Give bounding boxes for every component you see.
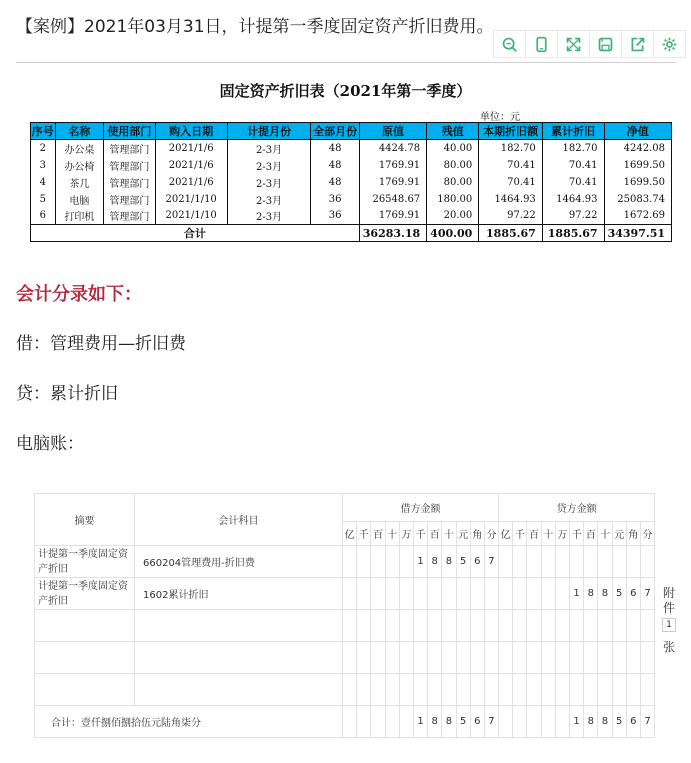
credit-digit: 5 xyxy=(612,578,626,610)
credit-digit: 1 xyxy=(570,578,584,610)
column-header: 全部月份 xyxy=(311,123,359,140)
table-cell: 70.41 xyxy=(479,174,543,191)
credit-digit xyxy=(499,578,513,610)
debit-digit: 7 xyxy=(484,546,498,578)
blank-digit xyxy=(385,674,399,706)
table-cell: 1769.91 xyxy=(359,174,426,191)
debit-digit: 1 xyxy=(413,546,427,578)
blank-digit xyxy=(555,642,569,674)
total-debit-digit xyxy=(399,706,413,738)
blank-digit xyxy=(499,674,513,706)
save-icon xyxy=(597,36,614,53)
total-credit-digit xyxy=(499,706,513,738)
digit-unit: 万 xyxy=(399,522,413,546)
digit-unit: 亿 xyxy=(343,522,357,546)
blank-digit xyxy=(513,610,527,642)
table-cell: 管理部门 xyxy=(104,174,155,191)
blank-digit xyxy=(598,610,612,642)
table-header-row xyxy=(31,123,672,140)
debit-digit xyxy=(470,578,484,610)
blank-digit xyxy=(371,674,385,706)
table-cell: 2021/1/6 xyxy=(155,174,227,191)
credit-entry-line: 贷：累计折旧 xyxy=(16,384,118,404)
table-cell: 茶几 xyxy=(55,174,104,191)
credit-digit xyxy=(570,546,584,578)
total-cell: 34397.51 xyxy=(604,225,671,242)
attachment-unit: 张 xyxy=(662,640,675,654)
blank-digit xyxy=(399,674,413,706)
entry-summary: 计提第一季度固定资产折旧 xyxy=(35,578,135,610)
blank-digit xyxy=(484,674,498,706)
digit-unit: 元 xyxy=(612,522,626,546)
total-debit-digit: 8 xyxy=(442,706,456,738)
blank-digit xyxy=(442,674,456,706)
blank-digit xyxy=(456,610,470,642)
table-cell: 1464.93 xyxy=(542,191,604,208)
table-cell: 70.41 xyxy=(479,157,543,174)
digit-unit: 角 xyxy=(626,522,640,546)
table-cell: 电脑 xyxy=(55,191,104,208)
entry-account xyxy=(135,674,343,706)
table-cell: 1699.50 xyxy=(604,157,671,174)
entry-summary xyxy=(35,610,135,642)
credit-digit xyxy=(555,546,569,578)
table-cell: 36 xyxy=(311,191,359,208)
blank-digit xyxy=(626,642,640,674)
attachment-count: 1 xyxy=(662,618,676,632)
column-header: 计提月份 xyxy=(227,123,311,140)
table-row xyxy=(31,140,672,157)
total-credit-digit: 1 xyxy=(570,706,584,738)
blank-digit xyxy=(343,642,357,674)
case-title: 【案例】2021年03月31日，计提第一季度固定资产折旧费用。 xyxy=(16,17,494,37)
table-cell: 40.00 xyxy=(427,140,479,157)
blank-digit xyxy=(343,674,357,706)
blank-digit xyxy=(541,674,555,706)
blank-digit xyxy=(371,610,385,642)
blank-digit xyxy=(626,674,640,706)
blank-digit xyxy=(570,674,584,706)
debit-digit: 5 xyxy=(456,546,470,578)
blank-digit xyxy=(640,642,654,674)
credit-digit: 6 xyxy=(626,578,640,610)
blank-digit xyxy=(640,610,654,642)
blank-digit xyxy=(399,642,413,674)
voucher-blank-row xyxy=(35,642,655,674)
debit-digit xyxy=(357,578,371,610)
total-credit-digit: 8 xyxy=(584,706,598,738)
blank-digit xyxy=(456,642,470,674)
debit-digit: 8 xyxy=(442,546,456,578)
ledger-label: 电脑账： xyxy=(16,434,84,454)
total-cell: 1885.67 xyxy=(479,225,543,242)
entry-summary xyxy=(35,642,135,674)
credit-digit xyxy=(527,578,541,610)
table-cell: 1769.91 xyxy=(359,208,426,225)
blank-digit xyxy=(584,674,598,706)
blank-digit xyxy=(598,674,612,706)
column-header: 残值 xyxy=(427,123,479,140)
blank-digit xyxy=(371,642,385,674)
search-button[interactable] xyxy=(493,30,526,58)
blank-digit xyxy=(570,610,584,642)
search-icon xyxy=(501,36,518,53)
debit-digit xyxy=(456,578,470,610)
digit-unit: 十 xyxy=(598,522,612,546)
credit-digit: 8 xyxy=(584,578,598,610)
expand-icon xyxy=(565,36,582,53)
table-cell: 办公桌 xyxy=(55,140,104,157)
total-credit-digit: 5 xyxy=(612,706,626,738)
table-cell: 2-3月 xyxy=(227,157,311,174)
blank-digit xyxy=(598,642,612,674)
total-credit-digit: 6 xyxy=(626,706,640,738)
blank-digit xyxy=(640,674,654,706)
settings-icon xyxy=(661,36,678,53)
total-credit-digit xyxy=(513,706,527,738)
table-cell: 25083.74 xyxy=(604,191,671,208)
voucher-entry-row xyxy=(35,546,655,578)
debit-digit xyxy=(343,546,357,578)
mobile-view-button[interactable] xyxy=(525,30,558,58)
table-cell: 48 xyxy=(311,140,359,157)
column-header: 使用部门 xyxy=(104,123,155,140)
blank-digit xyxy=(470,642,484,674)
table-cell: 182.70 xyxy=(479,140,543,157)
digit-unit: 万 xyxy=(555,522,569,546)
blank-digit xyxy=(442,642,456,674)
credit-digit xyxy=(612,546,626,578)
total-text: 合计：壹仟捌佰捌拾伍元陆角柒分 xyxy=(35,706,343,738)
blank-digit xyxy=(357,674,371,706)
voucher-table xyxy=(34,493,655,738)
table-cell: 4 xyxy=(31,174,56,191)
table-cell: 2 xyxy=(31,140,56,157)
debit-digit xyxy=(428,578,442,610)
total-label: 合计 xyxy=(31,225,360,242)
table-cell: 80.00 xyxy=(427,174,479,191)
total-cell: 36283.18 xyxy=(359,225,426,242)
total-credit-digit xyxy=(527,706,541,738)
digit-unit: 角 xyxy=(470,522,484,546)
blank-digit xyxy=(555,610,569,642)
blank-digit xyxy=(570,642,584,674)
debit-header: 借方金额 xyxy=(343,494,499,522)
credit-digit xyxy=(541,578,555,610)
total-debit-digit: 6 xyxy=(470,706,484,738)
digit-unit: 千 xyxy=(357,522,371,546)
divider xyxy=(16,62,676,63)
table-row xyxy=(31,208,672,225)
depreciation-table-title: 固定资产折旧表（2021年第一季度） xyxy=(219,82,472,100)
entry-account xyxy=(135,610,343,642)
table-cell: 2-3月 xyxy=(227,140,311,157)
total-credit-digit xyxy=(541,706,555,738)
voucher-entry-row xyxy=(35,578,655,610)
save-button[interactable] xyxy=(589,30,622,58)
blank-digit xyxy=(626,610,640,642)
digit-unit: 分 xyxy=(640,522,654,546)
total-debit-digit xyxy=(357,706,371,738)
blank-digit xyxy=(513,642,527,674)
table-cell: 1699.50 xyxy=(604,174,671,191)
table-cell: 182.70 xyxy=(542,140,604,157)
table-cell: 20.00 xyxy=(427,208,479,225)
column-header: 名称 xyxy=(55,123,104,140)
blank-digit xyxy=(612,610,626,642)
column-header: 净值 xyxy=(604,123,671,140)
table-cell: 打印机 xyxy=(55,208,104,225)
digit-unit: 亿 xyxy=(499,522,513,546)
debit-digit xyxy=(385,578,399,610)
credit-digit: 8 xyxy=(598,578,612,610)
debit-digit xyxy=(357,546,371,578)
debit-digit xyxy=(399,546,413,578)
debit-digit xyxy=(371,578,385,610)
column-header: 本期折旧额 xyxy=(479,123,543,140)
table-cell: 办公椅 xyxy=(55,157,104,174)
accounting-heading: 会计分录如下： xyxy=(16,284,142,305)
credit-digit xyxy=(584,546,598,578)
entry-summary: 计提第一季度固定资产折旧 xyxy=(35,546,135,578)
blank-digit xyxy=(357,610,371,642)
blank-digit xyxy=(385,610,399,642)
debit-digit xyxy=(399,578,413,610)
table-row xyxy=(31,157,672,174)
blank-digit xyxy=(413,642,427,674)
credit-digit xyxy=(541,546,555,578)
blank-digit xyxy=(399,610,413,642)
column-header: 原值 xyxy=(359,123,426,140)
debit-digit xyxy=(442,578,456,610)
digit-unit: 百 xyxy=(527,522,541,546)
total-debit-digit: 5 xyxy=(456,706,470,738)
share-icon xyxy=(629,36,646,53)
blank-digit xyxy=(385,642,399,674)
blank-digit xyxy=(413,610,427,642)
table-cell: 管理部门 xyxy=(104,140,155,157)
blank-digit xyxy=(357,642,371,674)
credit-digit xyxy=(513,578,527,610)
column-header: 序号 xyxy=(31,123,56,140)
table-cell: 80.00 xyxy=(427,157,479,174)
total-debit-digit: 7 xyxy=(484,706,498,738)
credit-digit xyxy=(555,578,569,610)
attachment-label-2: 件 xyxy=(662,601,675,615)
debit-digit xyxy=(371,546,385,578)
blank-digit xyxy=(499,642,513,674)
total-credit-digit: 8 xyxy=(598,706,612,738)
blank-digit xyxy=(584,610,598,642)
table-cell: 6 xyxy=(31,208,56,225)
debit-digit xyxy=(385,546,399,578)
total-credit-digit: 7 xyxy=(640,706,654,738)
credit-digit xyxy=(527,546,541,578)
table-cell: 1464.93 xyxy=(479,191,543,208)
blank-digit xyxy=(428,674,442,706)
mobile-icon xyxy=(533,36,550,53)
table-cell: 4242.08 xyxy=(604,140,671,157)
table-cell: 48 xyxy=(311,174,359,191)
table-cell: 管理部门 xyxy=(104,157,155,174)
total-row xyxy=(31,225,672,242)
total-debit-digit xyxy=(343,706,357,738)
floating-toolbar xyxy=(494,30,686,58)
blank-digit xyxy=(612,674,626,706)
blank-digit xyxy=(484,610,498,642)
table-cell: 2021/1/6 xyxy=(155,140,227,157)
entry-account xyxy=(135,642,343,674)
credit-digit xyxy=(499,546,513,578)
blank-digit xyxy=(541,642,555,674)
digit-unit: 十 xyxy=(385,522,399,546)
total-credit-digit xyxy=(555,706,569,738)
table-row xyxy=(31,174,672,191)
digit-unit: 十 xyxy=(442,522,456,546)
expand-button[interactable] xyxy=(557,30,590,58)
blank-digit xyxy=(428,642,442,674)
table-cell: 4424.78 xyxy=(359,140,426,157)
credit-digit xyxy=(513,546,527,578)
table-cell: 1769.91 xyxy=(359,157,426,174)
table-cell: 2021/1/6 xyxy=(155,157,227,174)
table-cell: 36 xyxy=(311,208,359,225)
column-header: 购入日期 xyxy=(155,123,227,140)
blank-digit xyxy=(527,642,541,674)
digit-unit: 千 xyxy=(513,522,527,546)
blank-digit xyxy=(343,610,357,642)
blank-digit xyxy=(541,610,555,642)
table-cell: 97.22 xyxy=(542,208,604,225)
unit-label: 单位：元 xyxy=(480,112,520,123)
entry-summary xyxy=(35,674,135,706)
blank-digit xyxy=(428,610,442,642)
blank-digit xyxy=(470,674,484,706)
table-cell: 3 xyxy=(31,157,56,174)
table-cell: 2021/1/10 xyxy=(155,208,227,225)
credit-header: 贷方金额 xyxy=(499,494,655,522)
blank-digit xyxy=(484,642,498,674)
blank-digit xyxy=(527,610,541,642)
account-header: 会计科目 xyxy=(135,494,343,546)
table-cell: 2-3月 xyxy=(227,191,311,208)
blank-digit xyxy=(584,642,598,674)
digit-unit: 百 xyxy=(371,522,385,546)
digit-unit: 元 xyxy=(456,522,470,546)
digit-unit: 十 xyxy=(541,522,555,546)
total-cell: 400.00 xyxy=(427,225,479,242)
digit-unit: 百 xyxy=(584,522,598,546)
table-cell: 2-3月 xyxy=(227,208,311,225)
voucher-total-row xyxy=(35,706,655,738)
total-cell: 1885.67 xyxy=(542,225,604,242)
attachment-label-1: 附 xyxy=(662,586,675,600)
digit-unit: 千 xyxy=(570,522,584,546)
blank-digit xyxy=(456,674,470,706)
table-cell: 48 xyxy=(311,157,359,174)
entry-account: 1602累计折旧 xyxy=(135,578,343,610)
total-debit-digit: 8 xyxy=(428,706,442,738)
debit-digit: 8 xyxy=(428,546,442,578)
blank-digit xyxy=(470,610,484,642)
column-header: 累计折旧 xyxy=(542,123,604,140)
voucher-blank-row xyxy=(35,674,655,706)
table-cell: 管理部门 xyxy=(104,208,155,225)
depreciation-table xyxy=(30,122,672,242)
blank-digit xyxy=(513,674,527,706)
summary-header: 摘要 xyxy=(35,494,135,546)
credit-digit xyxy=(626,546,640,578)
table-cell: 26548.67 xyxy=(359,191,426,208)
digit-unit: 百 xyxy=(428,522,442,546)
debit-digit xyxy=(343,578,357,610)
table-cell: 70.41 xyxy=(542,157,604,174)
table-cell: 5 xyxy=(31,191,56,208)
blank-digit xyxy=(413,674,427,706)
debit-digit xyxy=(413,578,427,610)
credit-digit xyxy=(598,546,612,578)
total-debit-digit: 1 xyxy=(413,706,427,738)
credit-digit: 7 xyxy=(640,578,654,610)
table-cell: 2-3月 xyxy=(227,174,311,191)
entry-account: 660204管理费用-折旧费 xyxy=(135,546,343,578)
blank-digit xyxy=(499,610,513,642)
total-debit-digit xyxy=(371,706,385,738)
total-debit-digit xyxy=(385,706,399,738)
debit-entry-line: 借：管理费用—折旧费 xyxy=(16,334,186,354)
table-cell: 180.00 xyxy=(427,191,479,208)
table-cell: 70.41 xyxy=(542,174,604,191)
table-cell: 2021/1/10 xyxy=(155,191,227,208)
table-cell: 1672.69 xyxy=(604,208,671,225)
share-button[interactable] xyxy=(621,30,654,58)
debit-digit xyxy=(484,578,498,610)
digit-unit: 分 xyxy=(484,522,498,546)
credit-digit xyxy=(640,546,654,578)
voucher-header-row xyxy=(35,494,655,522)
table-cell: 97.22 xyxy=(479,208,543,225)
debit-digit: 6 xyxy=(470,546,484,578)
table-cell: 管理部门 xyxy=(104,191,155,208)
settings-button[interactable] xyxy=(653,30,686,58)
voucher-blank-row xyxy=(35,610,655,642)
blank-digit xyxy=(612,642,626,674)
blank-digit xyxy=(442,610,456,642)
digit-unit: 千 xyxy=(413,522,427,546)
blank-digit xyxy=(527,674,541,706)
table-row xyxy=(31,191,672,208)
blank-digit xyxy=(555,674,569,706)
